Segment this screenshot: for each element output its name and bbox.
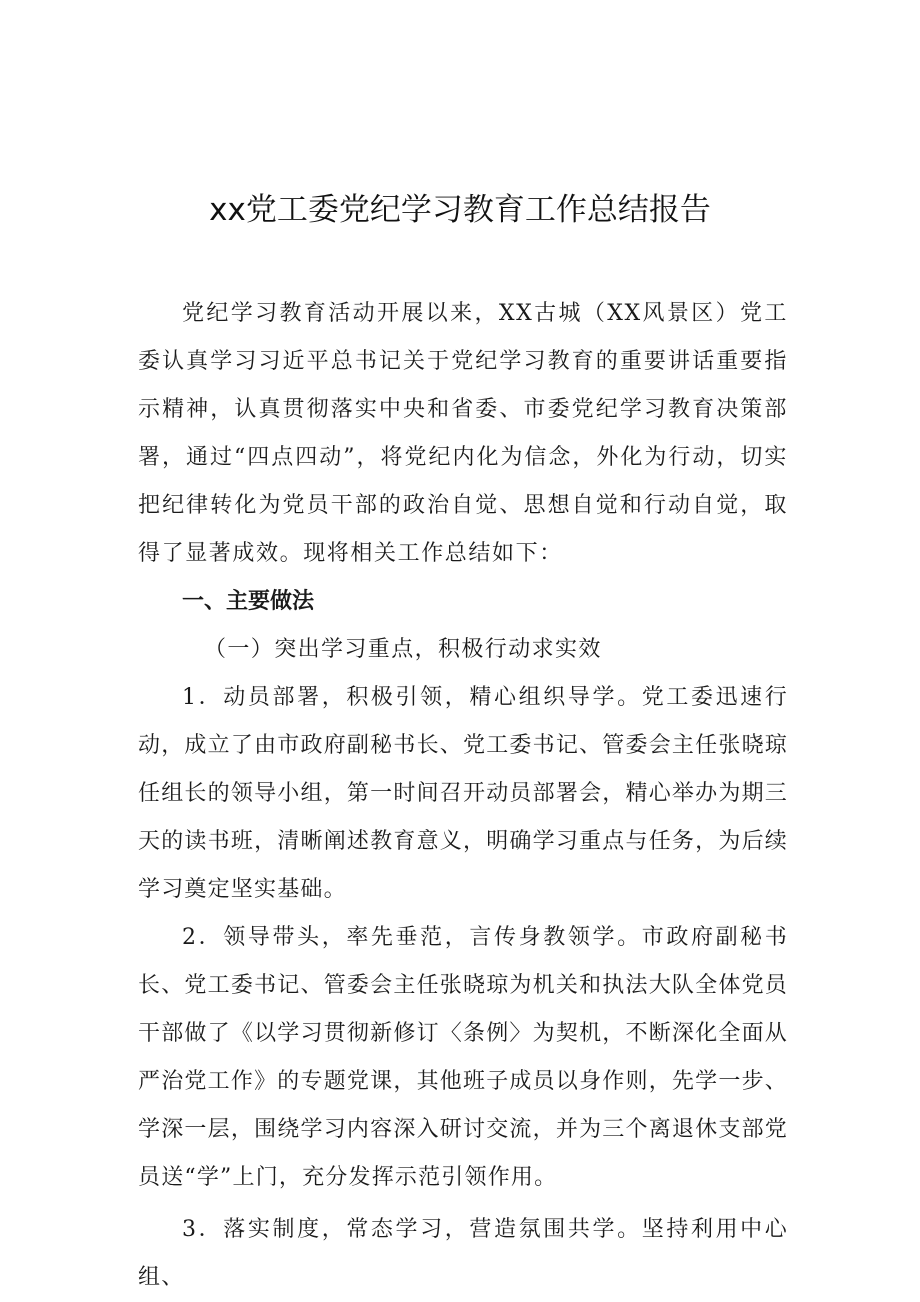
- list-item: 2．领导带头，率先垂范，言传身教领学。市政府副秘书长、党工委书记、管委会主任张晓琼为机关和执法大队全体党员干部做了《以学习贯彻新修订〈条例〉为契机，不断深化全面从严治党工作》的专题党课，其他班子成员以身作则，先学一步、学深一层，围绕学习内容深入研讨交流，并为三个离退休支部党员送“学”上门，充分发挥示范引领作用。: [138, 925, 788, 1190]
- intro-paragraph: 党纪学习教育活动开展以来，XX古城（XX风景区）党工委认真学习习近平总书记关于党纪学习教育的重要讲话重要指示精神，认真贯彻落实中央和省委、市委党纪学习教育决策部署，通过“四点四动”，将党纪内化为信念，外化为行动，切实把纪律转化为党员干部的政治自觉、思想自觉和行动自觉，取得了显著成效。现将相关工作总结如下：: [138, 301, 788, 566]
- subsection-heading-1: （一）突出学习重点，积极行动求实效: [204, 637, 602, 662]
- list-item: 3．落实制度，常态学习，营造氛围共学。坚持利用中心组、: [138, 1217, 788, 1290]
- section-heading-main-practices: 一、主要做法: [182, 589, 315, 614]
- document-body: [138, 290, 788, 1302]
- document-title: xx党工委党纪学习教育工作总结报告: [209, 192, 711, 228]
- list-item: 1．动员部署，积极引领，精心组织导学。党工委迅速行动，成立了由市政府副秘书长、党工委书记、管委会主任张晓琼任组长的领导小组，第一时间召开动员部署会，精心举办为期三天的读书班，清晰阐述教育意义，明确学习重点与任务，为后续学习奠定坚实基础。: [138, 685, 788, 902]
